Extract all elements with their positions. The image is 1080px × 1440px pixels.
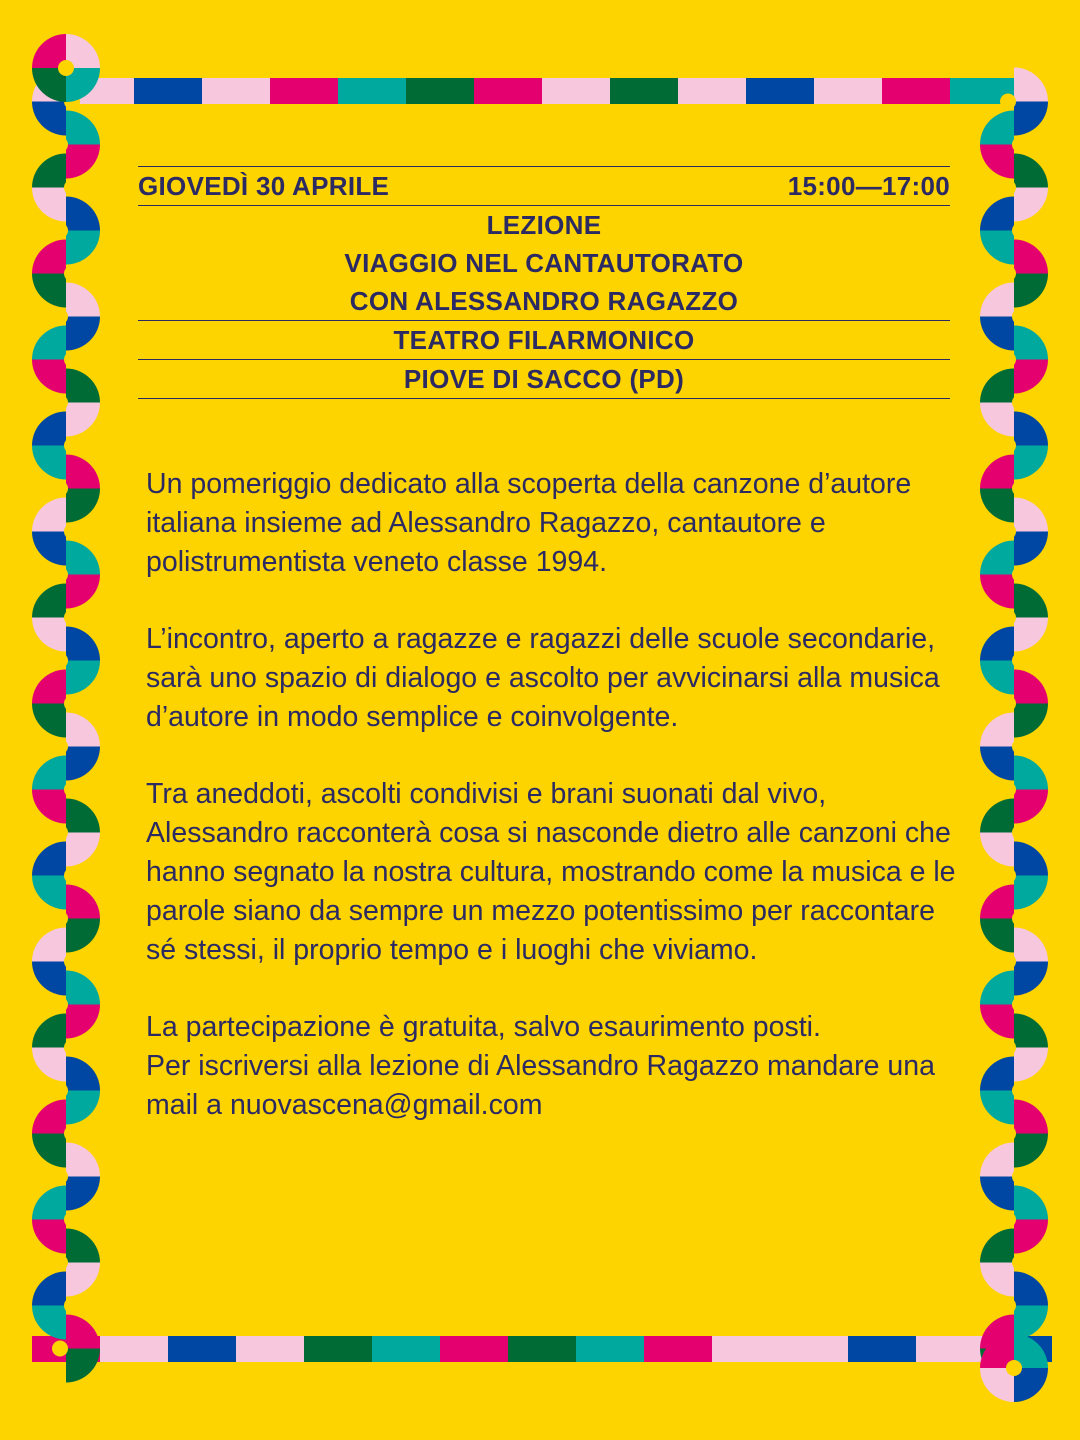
bottom-stripe-border — [32, 1336, 1052, 1362]
wave-notch — [64, 696, 80, 712]
event-date: GIOVEDÌ 30 APRILE — [138, 170, 390, 201]
wave-quarter — [32, 1220, 66, 1254]
wave-notch — [1012, 653, 1028, 669]
wave-quarter — [32, 962, 66, 996]
wave-quarter — [980, 1263, 1014, 1297]
stripe-segment — [542, 78, 610, 104]
stripe-segment — [814, 78, 882, 104]
wave-quarter — [1014, 360, 1048, 394]
wave-notch — [64, 1298, 80, 1314]
event-description — [146, 465, 966, 1125]
wave-quarter — [1014, 498, 1048, 532]
wave-quarter — [66, 799, 100, 833]
wave-quarter — [1014, 928, 1048, 962]
wave-notch — [64, 1040, 80, 1056]
stripe-segment — [270, 78, 338, 104]
wave-notch — [52, 1255, 68, 1271]
wave-quarter — [66, 283, 100, 317]
wave-quarter — [66, 145, 100, 179]
event-title-line-1: VIAGGIO NEL CANTAUTORATO — [344, 248, 744, 278]
wave-quarter — [32, 584, 66, 618]
wave-notch — [1000, 352, 1016, 368]
stripe-segment — [406, 78, 474, 104]
wave-quarter — [1014, 584, 1048, 618]
wave-notch — [52, 1083, 68, 1099]
stripe-segment — [474, 78, 542, 104]
wave-quarter — [1014, 188, 1048, 222]
wave-quarter — [66, 713, 100, 747]
wave-quarter — [32, 842, 66, 876]
wave-quarter — [980, 369, 1014, 403]
stripe-segment — [372, 1336, 440, 1362]
right-wave-border — [980, 68, 1048, 1383]
wave-quarter — [32, 1306, 66, 1340]
wave-notch — [64, 524, 80, 540]
wave-notch — [1000, 180, 1016, 196]
wave-quarter — [32, 102, 66, 136]
wave-notch — [1000, 610, 1016, 626]
wave-quarter — [32, 790, 66, 824]
wave-quarter — [980, 833, 1014, 867]
stripe-segment — [780, 1336, 848, 1362]
wave-quarter — [1014, 618, 1048, 652]
wave-quarter — [980, 403, 1014, 437]
wave-notch — [52, 567, 68, 583]
wave-quarter — [980, 489, 1014, 523]
wave-quarter — [1014, 102, 1048, 136]
wave-quarter — [66, 317, 100, 351]
wave-notch — [1000, 1212, 1016, 1228]
wave-quarter — [980, 627, 1014, 661]
wave-quarter — [32, 1100, 66, 1134]
wave-quarter — [1014, 326, 1048, 360]
wave-notch — [64, 1212, 80, 1228]
wave-notch — [1000, 696, 1016, 712]
event-header — [138, 166, 950, 399]
wave-quarter — [32, 1014, 66, 1048]
wave-quarter — [32, 670, 66, 704]
wave-quarter — [980, 1005, 1014, 1039]
wave-quarter — [1014, 154, 1048, 188]
wave-quarter — [32, 326, 66, 360]
wave-quarter — [1014, 756, 1048, 790]
corner-dot — [1006, 1360, 1022, 1376]
wave-notch — [1012, 223, 1028, 239]
wave-notch — [1012, 567, 1028, 583]
wave-quarter — [32, 1186, 66, 1220]
wave-quarter — [32, 618, 66, 652]
wave-notch — [1000, 266, 1016, 282]
wave-notch — [1000, 524, 1016, 540]
wave-quarter — [66, 1057, 100, 1091]
wave-notch — [1000, 954, 1016, 970]
wave-notch — [1012, 911, 1028, 927]
wave-notch — [64, 352, 80, 368]
wave-quarter — [66, 833, 100, 867]
wave-notch — [1012, 137, 1028, 153]
wave-notch — [52, 395, 68, 411]
wave-quarter — [980, 747, 1014, 781]
wave-notch — [1000, 1040, 1016, 1056]
corner-dot — [58, 60, 74, 76]
wave-quarter — [1014, 1100, 1048, 1134]
wave-quarter — [66, 1349, 100, 1383]
stripe-segment — [712, 1336, 780, 1362]
event-type: LEZIONE — [486, 210, 602, 240]
wave-quarter — [980, 713, 1014, 747]
description-paragraph-3: Tra aneddoti, ascolti condivisi e brani suonati dal vivo, Alessandro racconterà cosa si nasconde dietro alle canzoni che hanno segnato la nostra cultura, mostrando come la musica e le parole siano da sempre un mezzo potentissimo per raccontare sé stessi, il proprio tempo e i luoghi che viviamo. — [146, 778, 956, 966]
stripe-segment — [440, 1336, 508, 1362]
wave-quarter — [66, 455, 100, 489]
wave-notch — [52, 1341, 68, 1357]
wave-notch — [52, 1169, 68, 1185]
wave-notch — [64, 438, 80, 454]
wave-notch — [1012, 739, 1028, 755]
wave-quarter — [66, 1315, 100, 1349]
stripe-segment — [576, 1336, 644, 1362]
wave-notch — [1012, 481, 1028, 497]
wave-notch — [52, 653, 68, 669]
stripe-segment — [168, 1336, 236, 1362]
wave-notch — [1012, 997, 1028, 1013]
wave-quarter — [66, 197, 100, 231]
wave-quarter — [1014, 842, 1048, 876]
wave-quarter — [980, 145, 1014, 179]
wave-notch — [1012, 825, 1028, 841]
wave-quarter — [980, 283, 1014, 317]
wave-notch — [1012, 395, 1028, 411]
wave-quarter — [980, 455, 1014, 489]
wave-quarter — [1014, 790, 1048, 824]
wave-notch — [1012, 1255, 1028, 1271]
stripe-segment — [202, 78, 270, 104]
description-paragraph-5: Per iscriversi alla lezione di Alessandro Ragazzo mandare una mail a nuovascena@gmail.com — [146, 1049, 935, 1121]
wave-quarter — [1014, 876, 1048, 910]
wave-notch — [1012, 1083, 1028, 1099]
top-stripe-border — [66, 78, 1018, 104]
wave-notch — [1000, 94, 1016, 110]
stripe-segment — [644, 1336, 712, 1362]
wave-quarter — [32, 154, 66, 188]
wave-notch — [64, 1126, 80, 1142]
wave-quarter — [1014, 532, 1048, 566]
wave-quarter — [1014, 274, 1048, 308]
wave-quarter — [1014, 1134, 1048, 1168]
wave-notch — [1012, 309, 1028, 325]
stripe-segment — [610, 78, 678, 104]
wave-notch — [1012, 1169, 1028, 1185]
wave-quarter — [1014, 1186, 1048, 1220]
wave-quarter — [1014, 446, 1048, 480]
description-paragraph-1: Un pomeriggio dedicato alla scoperta della canzone d’autore italiana insieme ad Alessandro Ragazzo, cantautore e polistrumentista veneto classe 1994. — [146, 468, 912, 578]
wave-notch — [64, 782, 80, 798]
wave-quarter — [32, 446, 66, 480]
wave-notch — [52, 137, 68, 153]
wave-quarter — [66, 575, 100, 609]
wave-quarter — [1014, 412, 1048, 446]
stripe-segment — [746, 78, 814, 104]
wave-notch — [1000, 438, 1016, 454]
wave-quarter — [980, 317, 1014, 351]
wave-quarter — [32, 274, 66, 308]
wave-quarter — [66, 403, 100, 437]
wave-quarter — [980, 575, 1014, 609]
stripe-segment — [304, 1336, 372, 1362]
wave-quarter — [32, 756, 66, 790]
wave-quarter — [32, 704, 66, 738]
wave-quarter — [980, 885, 1014, 919]
wave-quarter — [32, 1272, 66, 1306]
wave-quarter — [32, 412, 66, 446]
wave-quarter — [980, 1091, 1014, 1125]
wave-quarter — [1014, 1220, 1048, 1254]
wave-quarter — [66, 1263, 100, 1297]
wave-quarter — [32, 1048, 66, 1082]
wave-notch — [52, 911, 68, 927]
wave-quarter — [1014, 1048, 1048, 1082]
wave-quarter — [66, 1177, 100, 1211]
divider — [138, 398, 950, 399]
wave-quarter — [66, 369, 100, 403]
wave-quarter — [66, 1005, 100, 1039]
wave-notch — [1000, 1298, 1016, 1314]
wave-quarter — [980, 231, 1014, 265]
wave-quarter — [980, 971, 1014, 1005]
wave-quarter — [66, 1143, 100, 1177]
date-time-row — [138, 167, 950, 205]
wave-quarter — [32, 1134, 66, 1168]
wave-notch — [1000, 782, 1016, 798]
wave-quarter — [1014, 704, 1048, 738]
wave-notch — [52, 997, 68, 1013]
wave-quarter — [980, 541, 1014, 575]
wave-notch — [64, 266, 80, 282]
wave-quarter — [1014, 1272, 1048, 1306]
wave-notch — [64, 180, 80, 196]
wave-quarter — [1014, 962, 1048, 996]
wave-quarter — [66, 919, 100, 953]
wave-quarter — [66, 541, 100, 575]
wave-quarter — [32, 928, 66, 962]
wave-quarter — [32, 876, 66, 910]
wave-quarter — [980, 111, 1014, 145]
event-venue: TEATRO FILARMONICO — [393, 325, 695, 355]
stripe-segment — [916, 1336, 984, 1362]
wave-quarter — [66, 747, 100, 781]
wave-notch — [52, 739, 68, 755]
left-wave-border — [32, 68, 100, 1383]
wave-quarter — [66, 489, 100, 523]
wave-quarter — [32, 188, 66, 222]
wave-quarter — [980, 661, 1014, 695]
stripe-segment — [508, 1336, 576, 1362]
wave-quarter — [980, 197, 1014, 231]
stripe-segment — [236, 1336, 304, 1362]
wave-notch — [1000, 1126, 1016, 1142]
wave-quarter — [32, 532, 66, 566]
wave-notch — [64, 610, 80, 626]
wave-quarter — [66, 885, 100, 919]
wave-quarter — [66, 231, 100, 265]
wave-quarter — [32, 240, 66, 274]
wave-quarter — [66, 627, 100, 661]
wave-notch — [52, 223, 68, 239]
stripe-segment — [678, 78, 746, 104]
wave-notch — [52, 825, 68, 841]
wave-quarter — [980, 1177, 1014, 1211]
stripe-segment — [338, 78, 406, 104]
wave-quarter — [66, 971, 100, 1005]
wave-quarter — [1014, 68, 1048, 102]
wave-quarter — [1014, 670, 1048, 704]
event-title-line-2: CON ALESSANDRO RAGAZZO — [349, 286, 739, 316]
wave-quarter — [980, 919, 1014, 953]
wave-quarter — [980, 1229, 1014, 1263]
stripe-segment — [134, 78, 202, 104]
wave-notch — [52, 481, 68, 497]
wave-notch — [64, 954, 80, 970]
wave-quarter — [66, 111, 100, 145]
wave-quarter — [1014, 240, 1048, 274]
event-time: 15:00—17:00 — [787, 170, 950, 201]
wave-quarter — [66, 661, 100, 695]
wave-notch — [52, 309, 68, 325]
wave-quarter — [66, 1229, 100, 1263]
wave-quarter — [980, 1057, 1014, 1091]
wave-notch — [64, 868, 80, 884]
wave-quarter — [32, 360, 66, 394]
wave-notch — [1000, 868, 1016, 884]
stripe-segment — [100, 1336, 168, 1362]
wave-quarter — [1014, 1014, 1048, 1048]
description-paragraph-2: L’incontro, aperto a ragazze e ragazzi delle scuole secondarie, sarà uno spazio di dialogo e ascolto per avvicinarsi alla musica d’autore in modo semplice e coinvolgente. — [146, 623, 940, 733]
wave-quarter — [66, 1091, 100, 1125]
stripe-segment — [848, 1336, 916, 1362]
stripe-segment — [882, 78, 950, 104]
wave-quarter — [980, 799, 1014, 833]
wave-quarter — [980, 1143, 1014, 1177]
wave-quarter — [32, 498, 66, 532]
description-paragraph-4: La partecipazione è gratuita, salvo esaurimento posti. — [146, 1011, 821, 1044]
event-city: PIOVE DI SACCO (PD) — [403, 364, 685, 394]
